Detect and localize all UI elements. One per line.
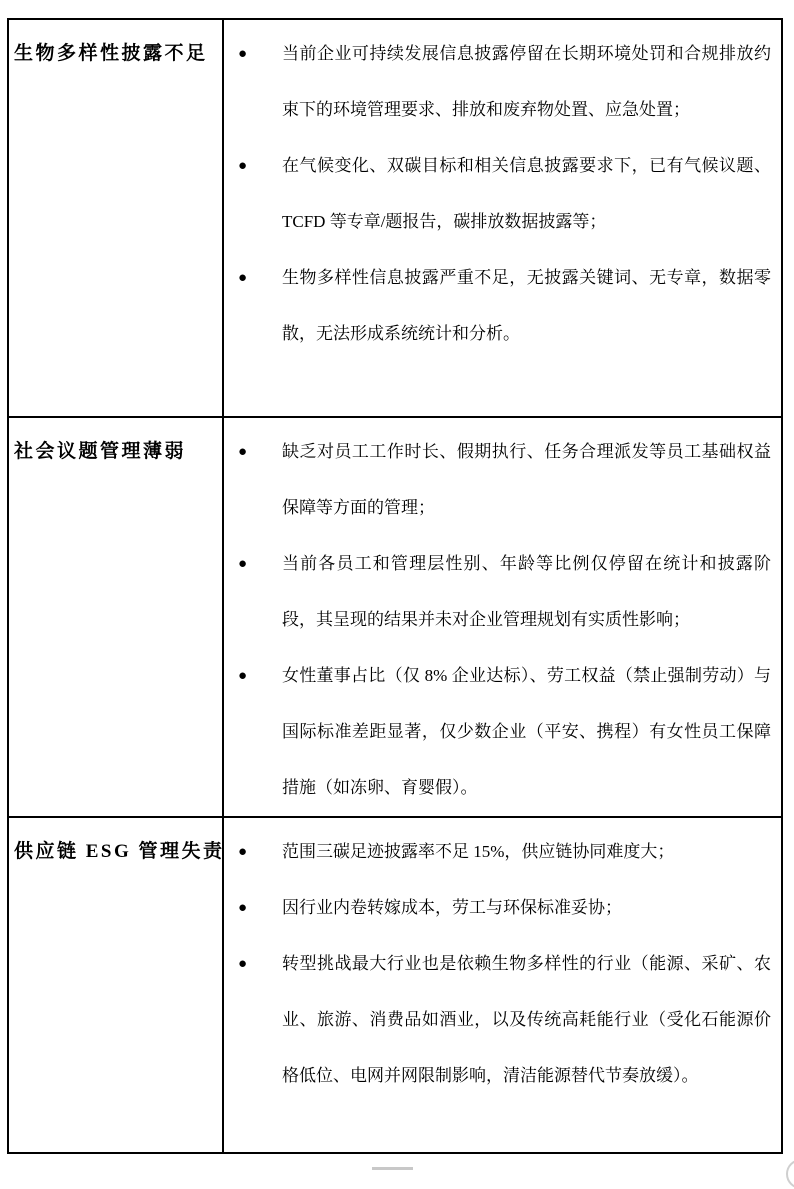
category-cell xyxy=(9,20,224,416)
table-row-supply-chain xyxy=(9,816,781,1152)
floating-button-partial[interactable] xyxy=(786,1159,794,1189)
point-text: 当前企业可持续发展信息披露停留在长期环境处罚和合规排放约束下的环境管理要求、排放和废弃物处置、应急处置； xyxy=(282,44,771,119)
list-item xyxy=(238,250,771,362)
point-text: 女性董事占比（仅 8% 企业达标）、劳工权益（禁止强制劳动）与国际标准差距显著，仅少数企业（平安、携程）有女性员工保障措施（如冻卵、育婴假）。 xyxy=(282,666,771,797)
list-item xyxy=(238,648,771,816)
category-label: 生物多样性披露不足 xyxy=(14,43,208,64)
point-text: 范围三碳足迹披露率不足 15%，供应链协同难度大； xyxy=(282,842,675,861)
esg-issues-table xyxy=(7,18,783,1154)
bullet-icon: ● xyxy=(238,956,248,972)
list-item xyxy=(238,424,771,536)
bullet-icon: ● xyxy=(238,444,248,460)
point-text: 缺乏对员工工作时长、假期执行、任务合理派发等员工基础权益保障等方面的管理； xyxy=(282,442,771,517)
list-item xyxy=(238,536,771,648)
point-text: 生物多样性信息披露严重不足，无披露关键词、无专章，数据零散，无法形成系统统计和分析。 xyxy=(282,268,771,343)
table-row-biodiversity xyxy=(9,20,781,416)
point-text: 转型挑战最大行业也是依赖生物多样性的行业（能源、采矿、农业、旅游、消费品如酒业，以及传统高耗能行业（受化石能源价格低位、电网并网限制影响，清洁能源替代节奏放缓）。 xyxy=(282,954,771,1085)
category-label: 供应链 ESG 管理失责 xyxy=(14,841,225,862)
point-text: 因行业内卷转嫁成本，劳工与环保标准妥协； xyxy=(282,898,622,917)
points-cell xyxy=(224,818,781,1152)
list-item xyxy=(238,880,771,936)
bullet-icon: ● xyxy=(238,46,248,62)
list-item xyxy=(238,936,771,1104)
bullet-icon: ● xyxy=(238,900,248,916)
footer-divider-line xyxy=(372,1167,413,1170)
list-item xyxy=(238,26,771,138)
points-cell xyxy=(224,418,781,816)
table-row-social xyxy=(9,416,781,816)
bullet-icon: ● xyxy=(238,844,248,860)
points-cell xyxy=(224,20,781,416)
bullet-icon: ● xyxy=(238,556,248,572)
category-cell xyxy=(9,418,224,816)
list-item xyxy=(238,138,771,250)
point-text: 当前各员工和管理层性别、年龄等比例仅停留在统计和披露阶段，其呈现的结果并未对企业管理规划有实质性影响； xyxy=(282,554,771,629)
category-cell xyxy=(9,818,224,1152)
category-label: 社会议题管理薄弱 xyxy=(14,441,187,462)
list-item xyxy=(238,824,771,880)
bullet-icon: ● xyxy=(238,668,248,684)
point-text: 在气候变化、双碳目标和相关信息披露要求下，已有气候议题、TCFD 等专章/题报告，碳排放数据披露等； xyxy=(282,156,771,231)
bullet-icon: ● xyxy=(238,270,248,286)
bullet-icon: ● xyxy=(238,158,248,174)
